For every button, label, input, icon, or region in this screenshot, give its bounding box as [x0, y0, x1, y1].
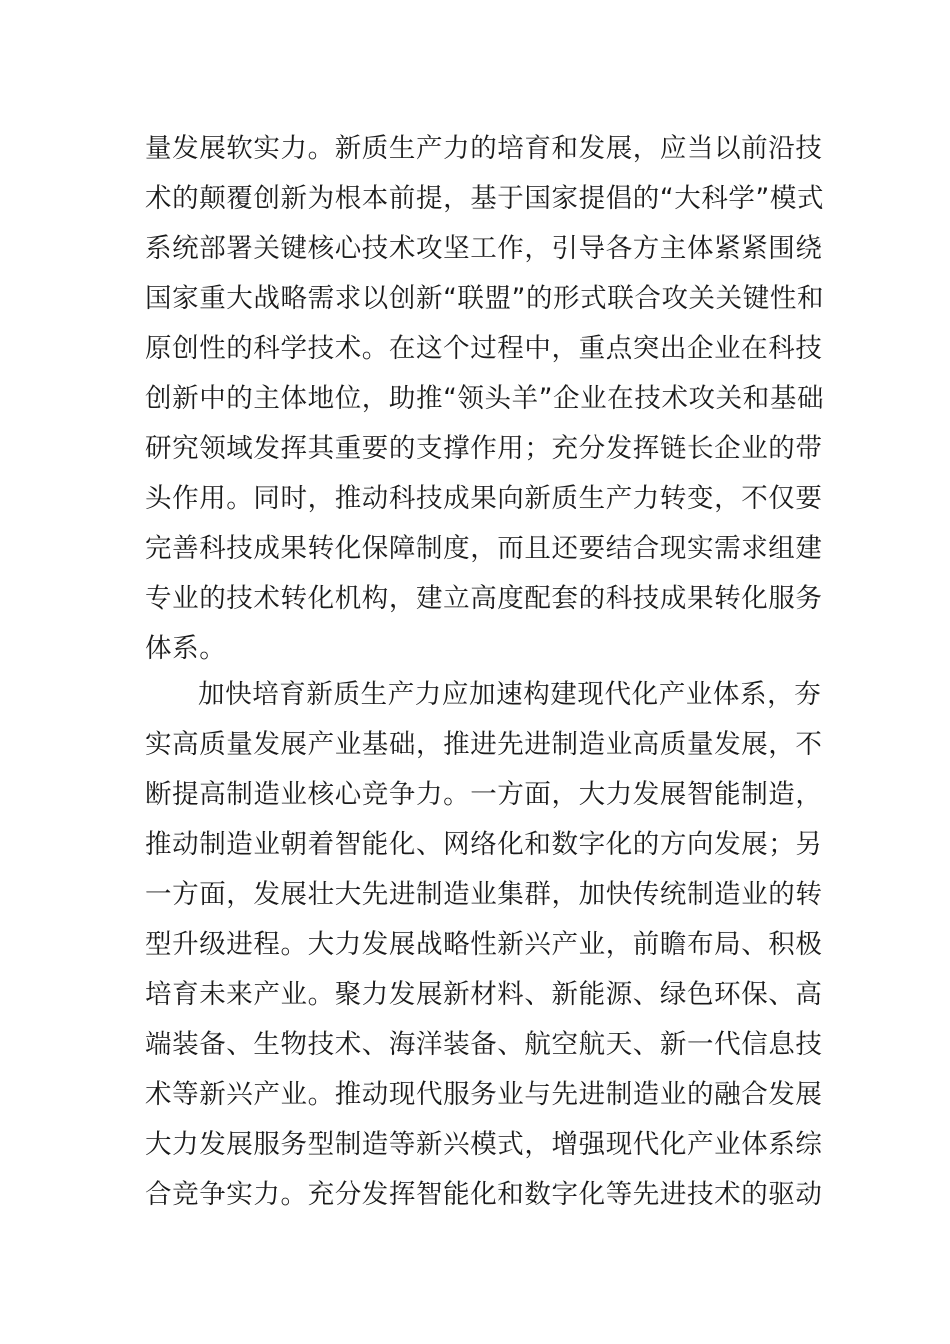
paragraph-line: 研究领域发挥其重要的支撑作用；充分发挥链长企业的带 — [145, 433, 823, 464]
paragraph-line: 断提高制造业核心竞争力。一方面，大力发展智能制造， — [145, 779, 823, 810]
paragraph-line: 大力发展服务型制造等新兴模式，增强现代化产业体系综 — [145, 1129, 823, 1160]
paragraph-line: 术的颠覆创新为根本前提，基于国家提倡的“大科学”模式 — [145, 183, 825, 214]
paragraph-line: 专业的技术转化机构，建立高度配套的科技成果转化服务 — [145, 583, 823, 614]
paragraph-line: 术等新兴产业。推动现代服务业与先进制造业的融合发展 — [145, 1079, 823, 1110]
paragraph-first-line: 加快培育新质生产力应加速构建现代化产业体系，夯 — [198, 679, 822, 710]
paragraph-line: 创新中的主体地位，助推“领头羊”企业在技术攻关和基础 — [145, 383, 825, 414]
paragraph-1 — [145, 124, 845, 674]
paragraph-line: 系统部署关键核心技术攻坚工作，引导各方主体紧紧围绕 — [145, 233, 823, 264]
paragraph-line: 体系。 — [145, 633, 227, 664]
paragraph-line: 完善科技成果转化保障制度，而且还要结合现实需求组建 — [145, 533, 823, 564]
paragraph-line: 合竞争实力。充分发挥智能化和数字化等先进技术的驱动 — [145, 1179, 823, 1210]
paragraph-line: 国家重大战略需求以创新“联盟”的形式联合攻关关键性和 — [145, 283, 825, 314]
paragraph-line: 一方面，发展壮大先进制造业集群，加快传统制造业的转 — [145, 879, 823, 910]
paragraph-line: 培育未来产业。聚力发展新材料、新能源、绿色环保、高 — [145, 979, 823, 1010]
paragraph-line: 实高质量发展产业基础，推进先进制造业高质量发展，不 — [145, 729, 823, 760]
paragraph-line: 头作用。同时，推动科技成果向新质生产力转变，不仅要 — [145, 483, 823, 514]
paragraph-line: 量发展软实力。新质生产力的培育和发展，应当以前沿技 — [145, 133, 823, 164]
paragraph-2 — [145, 670, 845, 1220]
paragraph-line: 推动制造业朝着智能化、网络化和数字化的方向发展；另 — [145, 829, 823, 860]
paragraph-line: 原创性的科学技术。在这个过程中，重点突出企业在科技 — [145, 333, 823, 364]
paragraph-line: 型升级进程。大力发展战略性新兴产业，前瞻布局、积极 — [145, 929, 823, 960]
paragraph-line: 端装备、生物技术、海洋装备、航空航天、新一代信息技 — [145, 1029, 823, 1060]
